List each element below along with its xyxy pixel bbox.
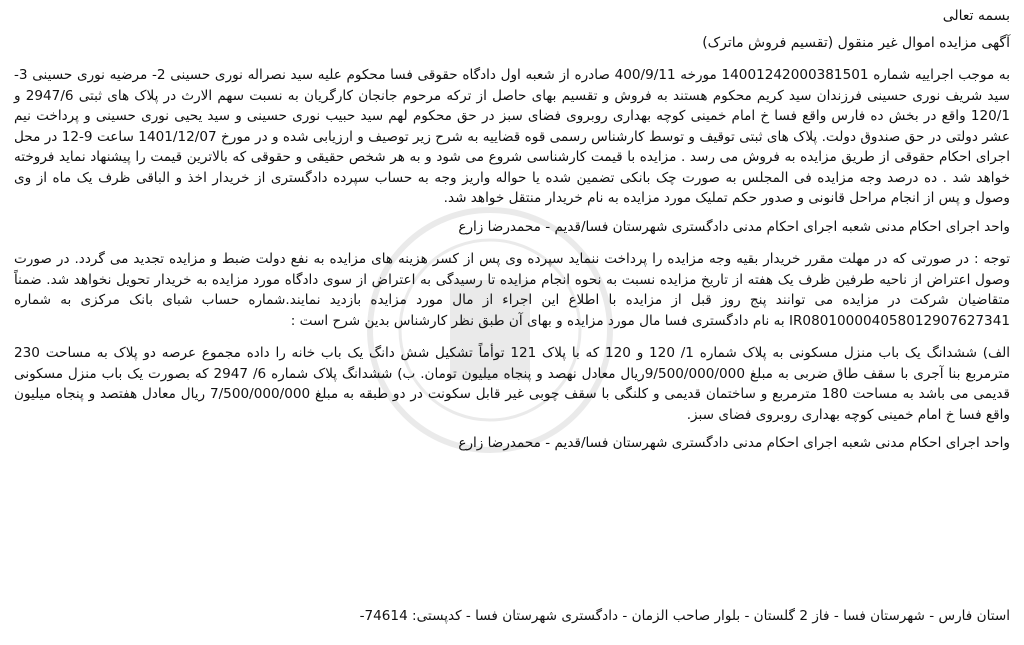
address-line: استان فارس - شهرستان فسا - فاز 2 گلستان - بلوار صاحب الزمان - دادگستری شهرستان فسا - کدپستی: 74614- [359, 608, 1010, 624]
properties-paragraph [14, 343, 1010, 425]
notice-title: آگهی مزایده اموال غیر منقول (تقسیم فروش ماترک) [702, 34, 1010, 51]
auction-notice [14, 6, 1010, 454]
signature-line-2: واحد اجرای احکام مدنی شعبه اجرای احکام مدنی دادگستری شهرستان فسا/قدیم - محمدرضا زارع [458, 435, 1010, 451]
paragraph-conditions: توجه : در صورتی که در مهلت مقرر خریدار بقیه وجه مزایده را پرداخت ننماید سپرده وی پس از کسر هزینه های مزایده به نفع دولت ضبط و مزایده تجدید می گردد. در صورت وصول اعتراض از ناحیه طرفین ظرف یک هفته از تاریخ مزایده نسبت به نحوه انجام مزایده تا رسیدگی به اعتراض از سوی دادگاه مورد مزایده به خریدار تحویل نخواهد شد. ضمناً متقاضیان شرکت در مزایده می توانند پنج روز قبل از مزایده با اطلاع این اجراء از مال مورد مزایده بازدید نمایند.شماره حساب شبای بانک مرکزی به شماره IR080100004058012907627341 به نام دادگستری فسا مال مورد مزایده و بهای آن طبق نظر کارشناس بدین شرح است : [14, 251, 1010, 329]
signature-line-1: واحد اجرای احکام مدنی شعبه اجرای احکام مدنی دادگستری شهرستان فسا/قدیم - محمدرضا زارع [458, 218, 1010, 235]
main-paragraph [14, 65, 1010, 209]
notice-paragraph [14, 249, 1010, 331]
bismillah-heading: بسمه تعالی [942, 8, 1010, 24]
paragraph-property-details: الف) ششدانگ یک باب منزل مسکونی به پلاک شماره 1/ 120 و 120 که با پلاک 121 توأماً تشکیل شش دانگ یک باب خانه را داده مجموع عرصه دو پلاک به مساحت 230 مترمربع بنا آجری با سقف طاق ضربی به مبلغ 9/500/000/000ریال معادل نهصد و پنجاه میلیون تومان. ب) ششدانگ پلاک شماره 6/ 2947 که بصورت یک باب منزل مسکونی قدیمی می باشد به مساحت 180 مترمربع و ساختمان قدیمی و کلنگی با سقف چوبی غیر قابل سکونت در دو طبقه به مبلغ 7/500/000/000 ریال معادل هفتصد و پنجاه میلیون واقع فسا خ امام خمینی کوچه بهداری روبروی فضای سبز. [14, 345, 1011, 423]
paragraph-sale-order: به موجب اجراییه شماره 14001242000381501 مورخه 400/9/11 صادره از شعبه اول دادگاه حقوقی فسا محکوم علیه سید نصراله نوری حسینی 2- مرضیه نوری حسینی 3- سید شریف نوری حسینی فرزندان سید کریم محکوم هستند به فروش و تقسیم بهای حاصل از ترکه مرحوم جانجان کارگریان به نسبت سهم الارث در پلاک های ثبتی 2947/6 و 120/1 واقع در بخش ده فارس واقع فسا خ امام خمینی کوچه بهداری روبروی فضای سبز در حق محکوم لهم سید حبیب نوری حسینی و سید یحیی نوری حسینی و پرداخت نیم عشر دولتی در حق صندوق دولت. پلاک های ثبتی توقیف و توسط کارشناس رسمی قوه قضاییه به شرح زیر توصیف و ارزیابی شده و در مورخ 1401/12/07 ساعت 9-12 در محل اجرای احکام حقوقی از طریق مزایده به فروش می رسد . مزایده با قیمت کارشناسی شروع می شود و به هر شخص حقیقی و حقوقی که بالاترین قیمت را پیشنهاد نماید فروخته خواهد شد . ده درصد وجه مزایده فی المجلس به صورت چک بانکی تضمین شده یا حواله واریز وجه به حساب سپرده دادگستری از خریدار اخذ و الباقی ظرف یک ماه از وی وصول و پس از انجام مراحل قانونی و صدور حکم تملیک مورد مزایده به نام خریدار منتقل خواهد شد. [14, 67, 1010, 206]
